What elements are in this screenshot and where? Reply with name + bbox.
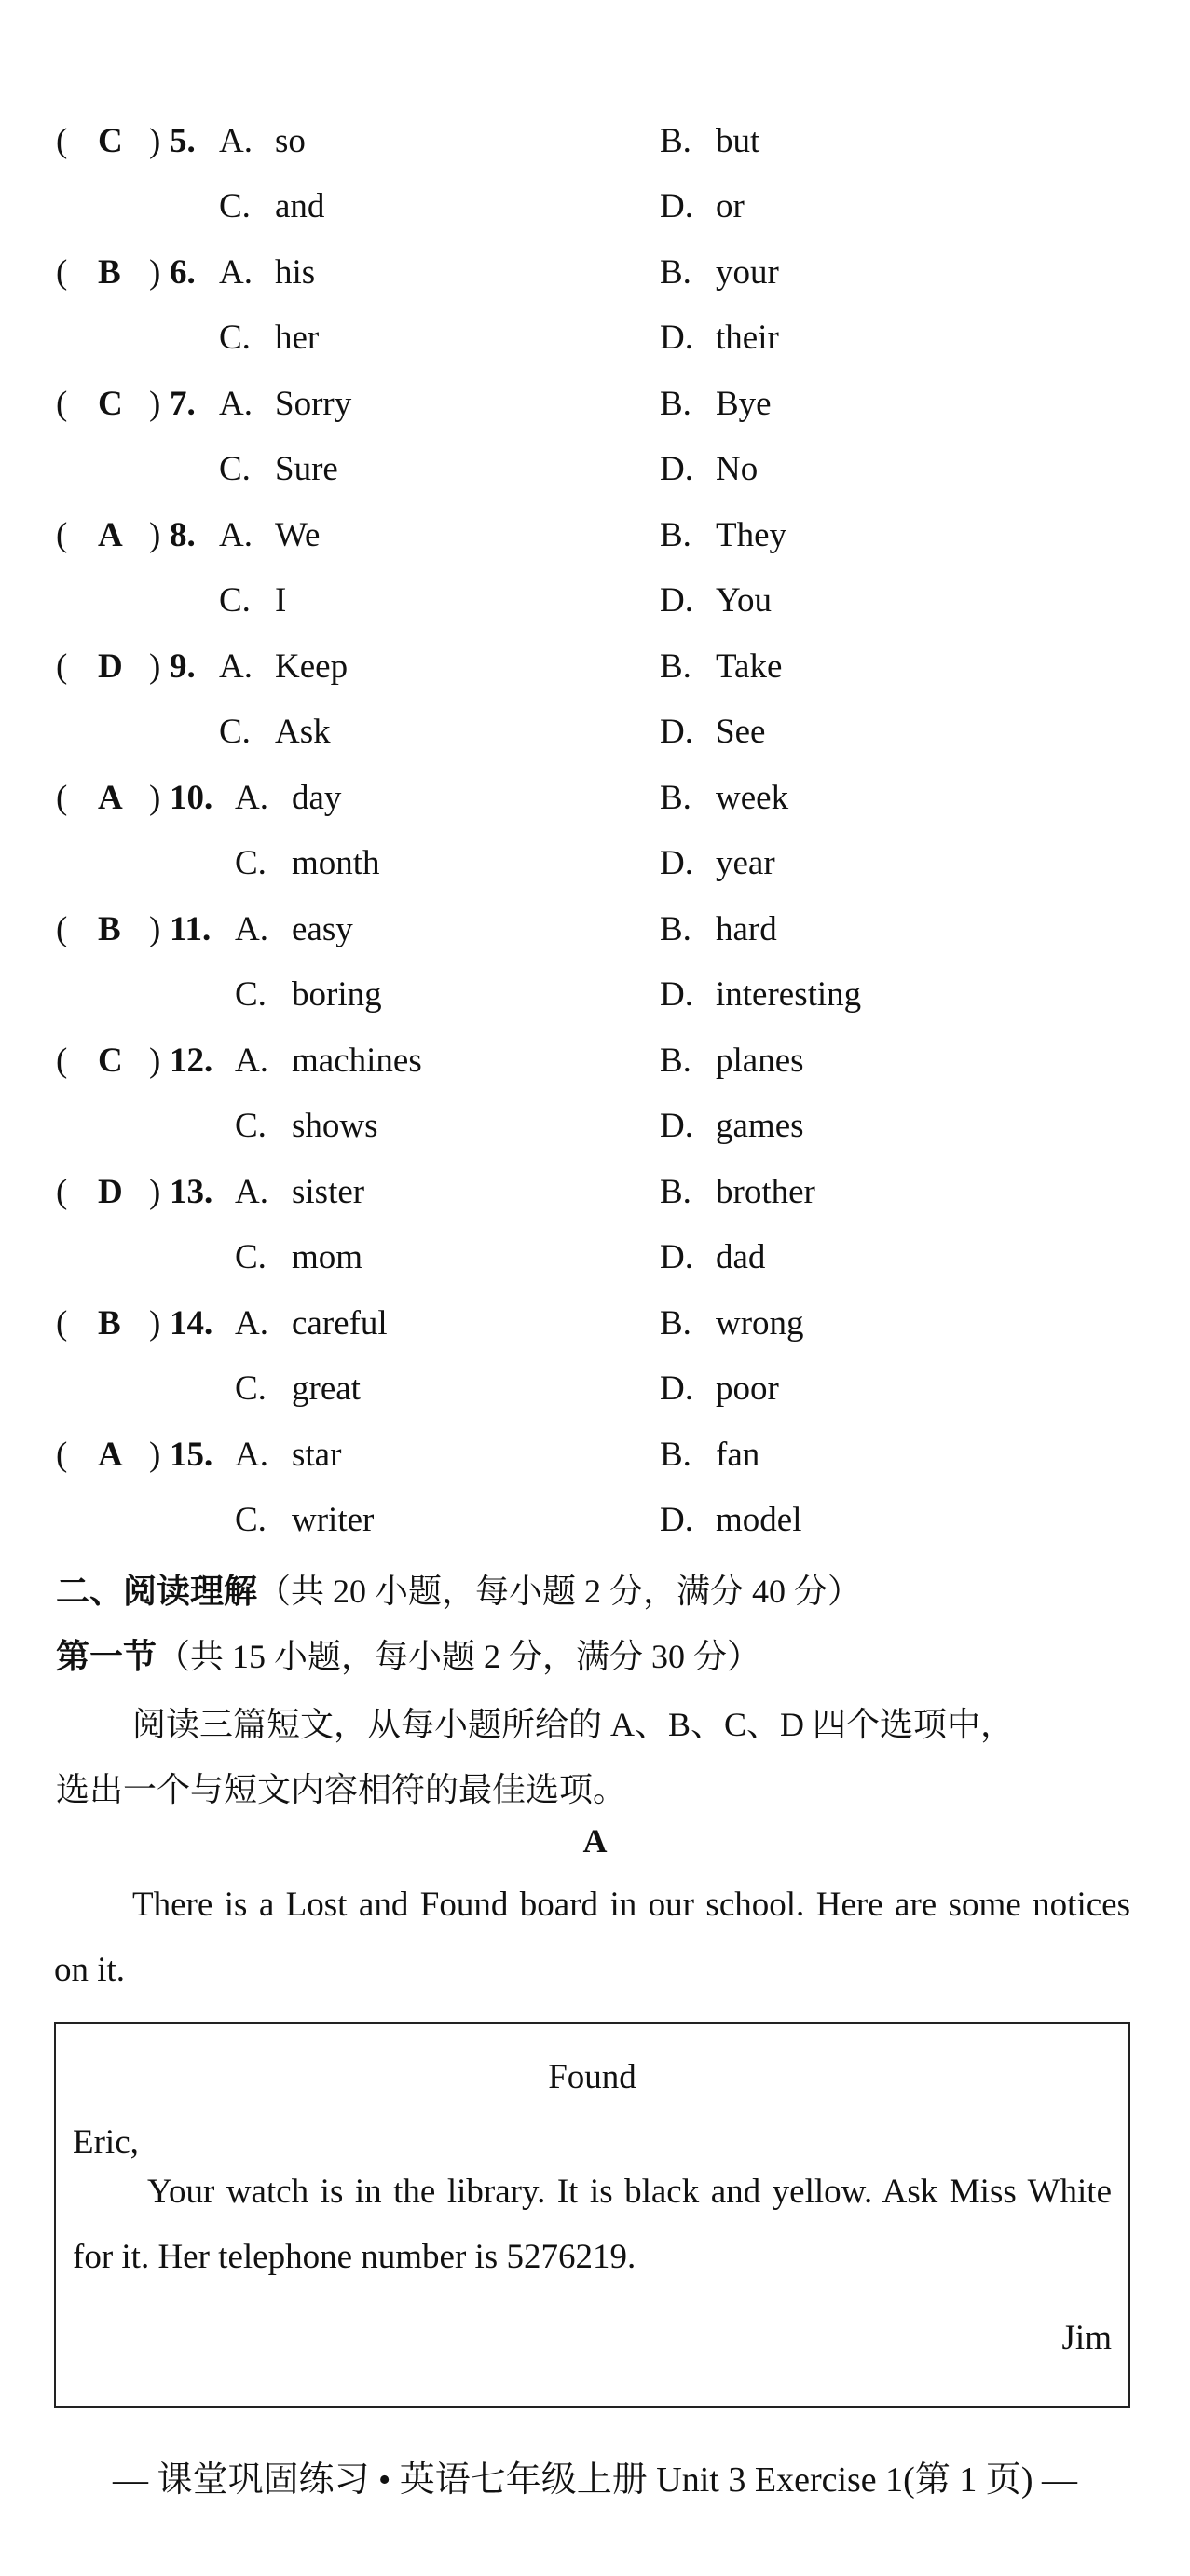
option-b-text: Take — [716, 647, 783, 686]
question-row — [0, 1160, 1190, 1225]
answer-paren-open: ( — [56, 122, 68, 160]
question-number: 11. — [170, 910, 212, 948]
option-c-label: C. — [235, 1501, 267, 1539]
option-c-text: writer — [292, 1501, 375, 1539]
option-b-label: B. — [660, 1042, 691, 1080]
option-d-label: D. — [660, 1238, 693, 1276]
question-row-options — [0, 1488, 1190, 1553]
option-d-text: their — [716, 319, 779, 357]
option-a-text: machines — [292, 1042, 422, 1080]
answer-paren-close: ) — [149, 385, 161, 423]
option-b-label: B. — [660, 1173, 691, 1211]
part-note: （共 15 小题，每小题 2 分，满分 30 分） — [157, 1638, 761, 1675]
option-a-label: A. — [235, 1304, 268, 1343]
option-c-text: shows — [292, 1107, 378, 1145]
option-b-text: planes — [716, 1042, 804, 1080]
answer-letter: D — [98, 647, 123, 686]
answer-letter: C — [98, 122, 123, 160]
section-title: 二、阅读理解 — [56, 1573, 258, 1610]
answer-paren-close: ) — [149, 122, 161, 160]
option-b-label: B. — [660, 516, 691, 554]
option-c-label: C. — [219, 319, 251, 357]
option-c-text: and — [275, 187, 325, 225]
option-a-text: his — [275, 253, 316, 292]
answer-letter: A — [98, 1436, 123, 1474]
option-a-text: Sorry — [275, 385, 352, 423]
option-c-label: C. — [219, 187, 251, 225]
option-d-text: or — [716, 187, 745, 225]
answer-paren-close: ) — [149, 253, 161, 292]
notice-signature: Jim — [1061, 2319, 1112, 2357]
option-c-label: C. — [219, 581, 251, 620]
question-row-options — [0, 831, 1190, 896]
option-b-text: brother — [716, 1173, 815, 1211]
option-a-text: Keep — [275, 647, 349, 686]
option-b-label: B. — [660, 647, 691, 686]
option-d-text: dad — [716, 1238, 766, 1276]
answer-paren-close: ) — [149, 516, 161, 554]
answer-paren-open: ( — [56, 910, 68, 948]
option-b-label: B. — [660, 1436, 691, 1474]
answer-paren-open: ( — [56, 647, 68, 686]
option-a-label: A. — [219, 385, 253, 423]
option-d-text: games — [716, 1107, 804, 1145]
passage-label: A — [582, 1822, 608, 1860]
section-note: （共 20 小题，每小题 2 分，满分 40 分） — [257, 1573, 862, 1610]
answer-letter: C — [98, 385, 123, 423]
answer-paren-open: ( — [56, 779, 68, 817]
option-d-label: D. — [660, 713, 693, 751]
question-row — [0, 240, 1190, 306]
option-b-text: hard — [716, 910, 777, 948]
option-b-text: your — [716, 253, 779, 292]
instruction-line-2: 选出一个与短文内容相符的最佳选项。 — [56, 1771, 627, 1808]
option-c-text: Sure — [275, 450, 338, 488]
option-b-text: fan — [716, 1436, 760, 1474]
question-row-options — [0, 306, 1190, 371]
question-row — [0, 634, 1190, 700]
answer-paren-close: ) — [149, 1042, 161, 1080]
answer-paren-close: ) — [149, 779, 161, 817]
option-d-label: D. — [660, 1370, 693, 1408]
question-row-options — [0, 700, 1190, 765]
option-a-label: A. — [219, 253, 253, 292]
passage-intro: There is a Lost and Found board in our school. Here are some notices on it. — [54, 1886, 1130, 1989]
answer-paren-close: ) — [149, 1304, 161, 1343]
question-row-options — [0, 174, 1190, 239]
question-number: 7. — [170, 385, 196, 423]
option-d-text: poor — [716, 1370, 779, 1408]
option-d-label: D. — [660, 975, 693, 1014]
option-d-label: D. — [660, 1107, 693, 1145]
question-row — [0, 766, 1190, 831]
option-d-text: model — [716, 1501, 802, 1539]
notice-body: Your watch is in the library. It is black and yellow. Ask Miss White for it. Her telephone number is 5276219. — [73, 2173, 1112, 2276]
answer-paren-open: ( — [56, 1173, 68, 1211]
option-a-text: careful — [292, 1304, 388, 1343]
option-b-label: B. — [660, 385, 691, 423]
option-b-label: B. — [660, 910, 691, 948]
question-number: 10. — [170, 779, 213, 817]
answer-paren-open: ( — [56, 253, 68, 292]
option-c-label: C. — [219, 450, 251, 488]
question-row-options — [0, 568, 1190, 634]
answer-letter: C — [98, 1042, 123, 1080]
part-heading — [56, 1630, 760, 1678]
question-number: 8. — [170, 516, 196, 554]
question-row — [0, 1423, 1190, 1488]
option-d-label: D. — [660, 187, 693, 225]
option-b-label: B. — [660, 779, 691, 817]
part-title: 第一节 — [56, 1638, 157, 1675]
option-a-text: We — [275, 516, 321, 554]
question-number: 15. — [170, 1436, 213, 1474]
option-d-label: D. — [660, 450, 693, 488]
option-d-label: D. — [660, 319, 693, 357]
question-row — [0, 897, 1190, 962]
answer-letter: B — [98, 253, 121, 292]
answer-letter: A — [98, 779, 123, 817]
option-c-text: Ask — [275, 713, 331, 751]
option-a-label: A. — [219, 647, 253, 686]
question-number: 12. — [170, 1042, 213, 1080]
answer-paren-close: ) — [149, 1436, 161, 1474]
answer-paren-open: ( — [56, 1042, 68, 1080]
answer-paren-open: ( — [56, 385, 68, 423]
instruction-line-1: 阅读三篇短文，从每小题所给的 A、B、C、D 四个选项中， — [132, 1706, 1015, 1743]
option-a-text: day — [292, 779, 342, 817]
option-a-label: A. — [219, 516, 253, 554]
question-row-options — [0, 1094, 1190, 1159]
option-a-label: A. — [235, 779, 268, 817]
option-d-text: See — [716, 713, 766, 751]
question-number: 13. — [170, 1173, 213, 1211]
answer-paren-close: ) — [149, 1173, 161, 1211]
option-b-label: B. — [660, 253, 691, 292]
option-c-text: mom — [292, 1238, 363, 1276]
question-row — [0, 109, 1190, 174]
answer-paren-open: ( — [56, 516, 68, 554]
option-c-label: C. — [235, 1238, 267, 1276]
answer-letter: D — [98, 1173, 123, 1211]
option-a-label: A. — [219, 122, 253, 160]
answer-paren-close: ) — [149, 910, 161, 948]
answer-letter: A — [98, 516, 123, 554]
option-b-text: They — [716, 516, 787, 554]
answer-paren-open: ( — [56, 1304, 68, 1343]
option-c-label: C. — [219, 713, 251, 751]
answer-paren-open: ( — [56, 1436, 68, 1474]
answer-letter: B — [98, 910, 121, 948]
option-d-text: year — [716, 844, 775, 882]
option-c-text: boring — [292, 975, 382, 1014]
option-d-label: D. — [660, 581, 693, 620]
option-b-label: B. — [660, 1304, 691, 1343]
option-a-label: A. — [235, 1042, 268, 1080]
page-footer: — 课堂巩固练习 • 英语七年级上册 Unit 3 Exercise 1(第 1 页) — — [113, 2460, 1077, 2500]
option-c-text: month — [292, 844, 380, 882]
question-number: 6. — [170, 253, 196, 292]
question-row — [0, 372, 1190, 437]
option-d-text: You — [716, 581, 773, 620]
notice-greeting: Eric, — [73, 2123, 139, 2161]
question-row-options — [0, 437, 1190, 502]
question-number: 14. — [170, 1304, 213, 1343]
option-a-label: A. — [235, 910, 268, 948]
option-a-text: star — [292, 1436, 342, 1474]
section-heading — [56, 1565, 861, 1613]
option-c-label: C. — [235, 844, 267, 882]
answer-letter: B — [98, 1304, 121, 1343]
option-d-text: interesting — [716, 975, 862, 1014]
question-number: 5. — [170, 122, 196, 160]
option-d-label: D. — [660, 1501, 693, 1539]
option-b-text: Bye — [716, 385, 772, 423]
option-c-text: her — [275, 319, 320, 357]
option-b-text: week — [716, 779, 789, 817]
question-number: 9. — [170, 647, 196, 686]
question-row — [0, 1291, 1190, 1356]
question-row-options — [0, 1225, 1190, 1290]
option-d-text: No — [716, 450, 759, 488]
option-b-text: wrong — [716, 1304, 804, 1343]
option-c-label: C. — [235, 1107, 267, 1145]
option-d-label: D. — [660, 844, 693, 882]
option-a-text: sister — [292, 1173, 365, 1211]
question-row-options — [0, 1356, 1190, 1422]
option-a-label: A. — [235, 1173, 268, 1211]
notice-box — [54, 2022, 1130, 2408]
option-a-text: so — [275, 122, 306, 160]
option-b-text: but — [716, 122, 760, 160]
option-b-label: B. — [660, 122, 691, 160]
notice-title: Found — [548, 2058, 636, 2096]
option-a-label: A. — [235, 1436, 268, 1474]
question-row-options — [0, 962, 1190, 1028]
question-row — [0, 1029, 1190, 1094]
question-row — [0, 503, 1190, 568]
option-c-label: C. — [235, 975, 267, 1014]
option-c-text: great — [292, 1370, 361, 1408]
option-c-text: I — [275, 581, 287, 620]
answer-paren-close: ) — [149, 647, 161, 686]
option-c-label: C. — [235, 1370, 267, 1408]
option-a-text: easy — [292, 910, 353, 948]
